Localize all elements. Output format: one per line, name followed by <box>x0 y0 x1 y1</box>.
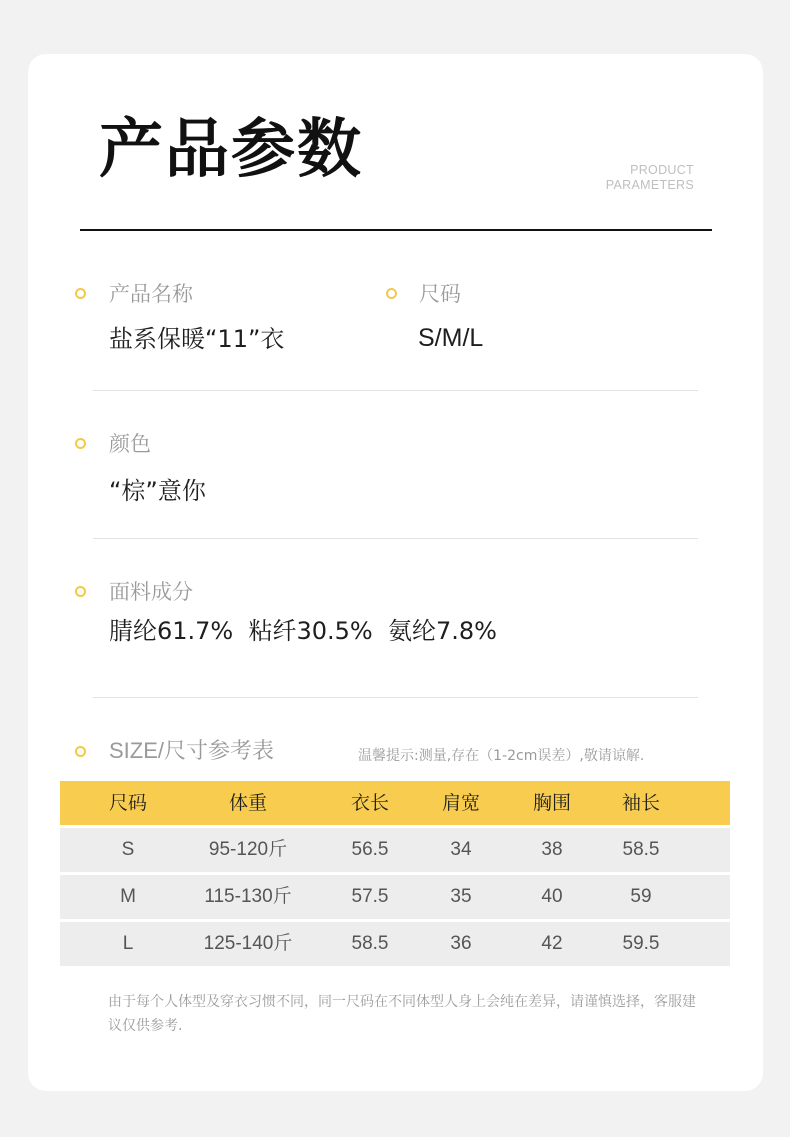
table-cell: 57.5 <box>351 886 389 907</box>
table-cell: 58.5 <box>351 933 389 954</box>
bullet-dot-icon <box>75 438 86 449</box>
disclaimer-text: 由于每个人体型及穿衣习惯不同，同一尺码在不同体型人身上会纯在差异，请谨慎选择，客服建议仅供参考. <box>108 994 696 1034</box>
product-name-label: 产品名称 <box>109 282 193 306</box>
section-divider <box>93 697 698 698</box>
page-title: 产品参数 <box>99 113 363 187</box>
size-chart-label: SIZE/尺寸参考表 <box>109 738 275 763</box>
table-cell: 36 <box>450 933 472 954</box>
table-row <box>60 922 730 966</box>
table-cell: 35 <box>450 886 472 907</box>
table-cell: 115-130斤 <box>204 886 292 907</box>
bullet-dot-icon <box>75 746 86 757</box>
bullet-dot-icon <box>386 288 397 299</box>
table-row <box>60 828 730 872</box>
table-row <box>60 875 730 919</box>
section-divider <box>93 390 698 391</box>
table-cell: 58.5 <box>622 839 660 860</box>
table-cell: 125-140斤 <box>203 933 293 954</box>
table-header-row <box>60 781 730 825</box>
table-cell: M <box>120 886 136 907</box>
column-header: 袖长 <box>621 792 661 814</box>
size-value: S/M/L <box>418 324 484 352</box>
column-header: 胸围 <box>532 792 572 814</box>
fabric-label: 面料成分 <box>109 580 193 604</box>
table-cell: 59.5 <box>622 933 660 954</box>
table-cell: 59 <box>630 886 652 907</box>
column-header: 肩宽 <box>441 792 481 814</box>
size-table <box>60 781 730 969</box>
table-cell: S <box>121 839 135 860</box>
fabric-value: 腈纶61.7% 粘纤30.5% 氨纶7.8% <box>109 617 497 645</box>
table-cell: 40 <box>541 886 563 907</box>
bullet-dot-icon <box>75 586 86 597</box>
column-header: 尺码 <box>108 792 148 814</box>
color-value: “棕”意你 <box>109 477 206 505</box>
table-cell: L <box>122 933 134 954</box>
table-cell: 34 <box>450 839 472 860</box>
table-cell: 38 <box>541 839 563 860</box>
english-subtitle <box>606 163 694 193</box>
title-divider <box>80 229 712 231</box>
table-cell: 42 <box>541 933 563 954</box>
section-divider <box>93 538 698 539</box>
color-label: 颜色 <box>109 432 151 456</box>
table-cell: 56.5 <box>351 839 389 860</box>
measurement-note: 温馨提示:测量,存在（1-2cm误差）,敬请谅解. <box>358 748 645 764</box>
subtitle-line-2: PARAMETERS <box>605 178 694 192</box>
table-cell: 95-120斤 <box>208 839 288 860</box>
product-name-value: 盐系保暖“11”衣 <box>109 325 285 353</box>
size-label: 尺码 <box>419 282 461 306</box>
subtitle-line-1: PRODUCT <box>630 163 694 177</box>
bullet-dot-icon <box>75 288 86 299</box>
column-header: 衣长 <box>350 792 390 814</box>
column-header: 体重 <box>228 792 268 814</box>
